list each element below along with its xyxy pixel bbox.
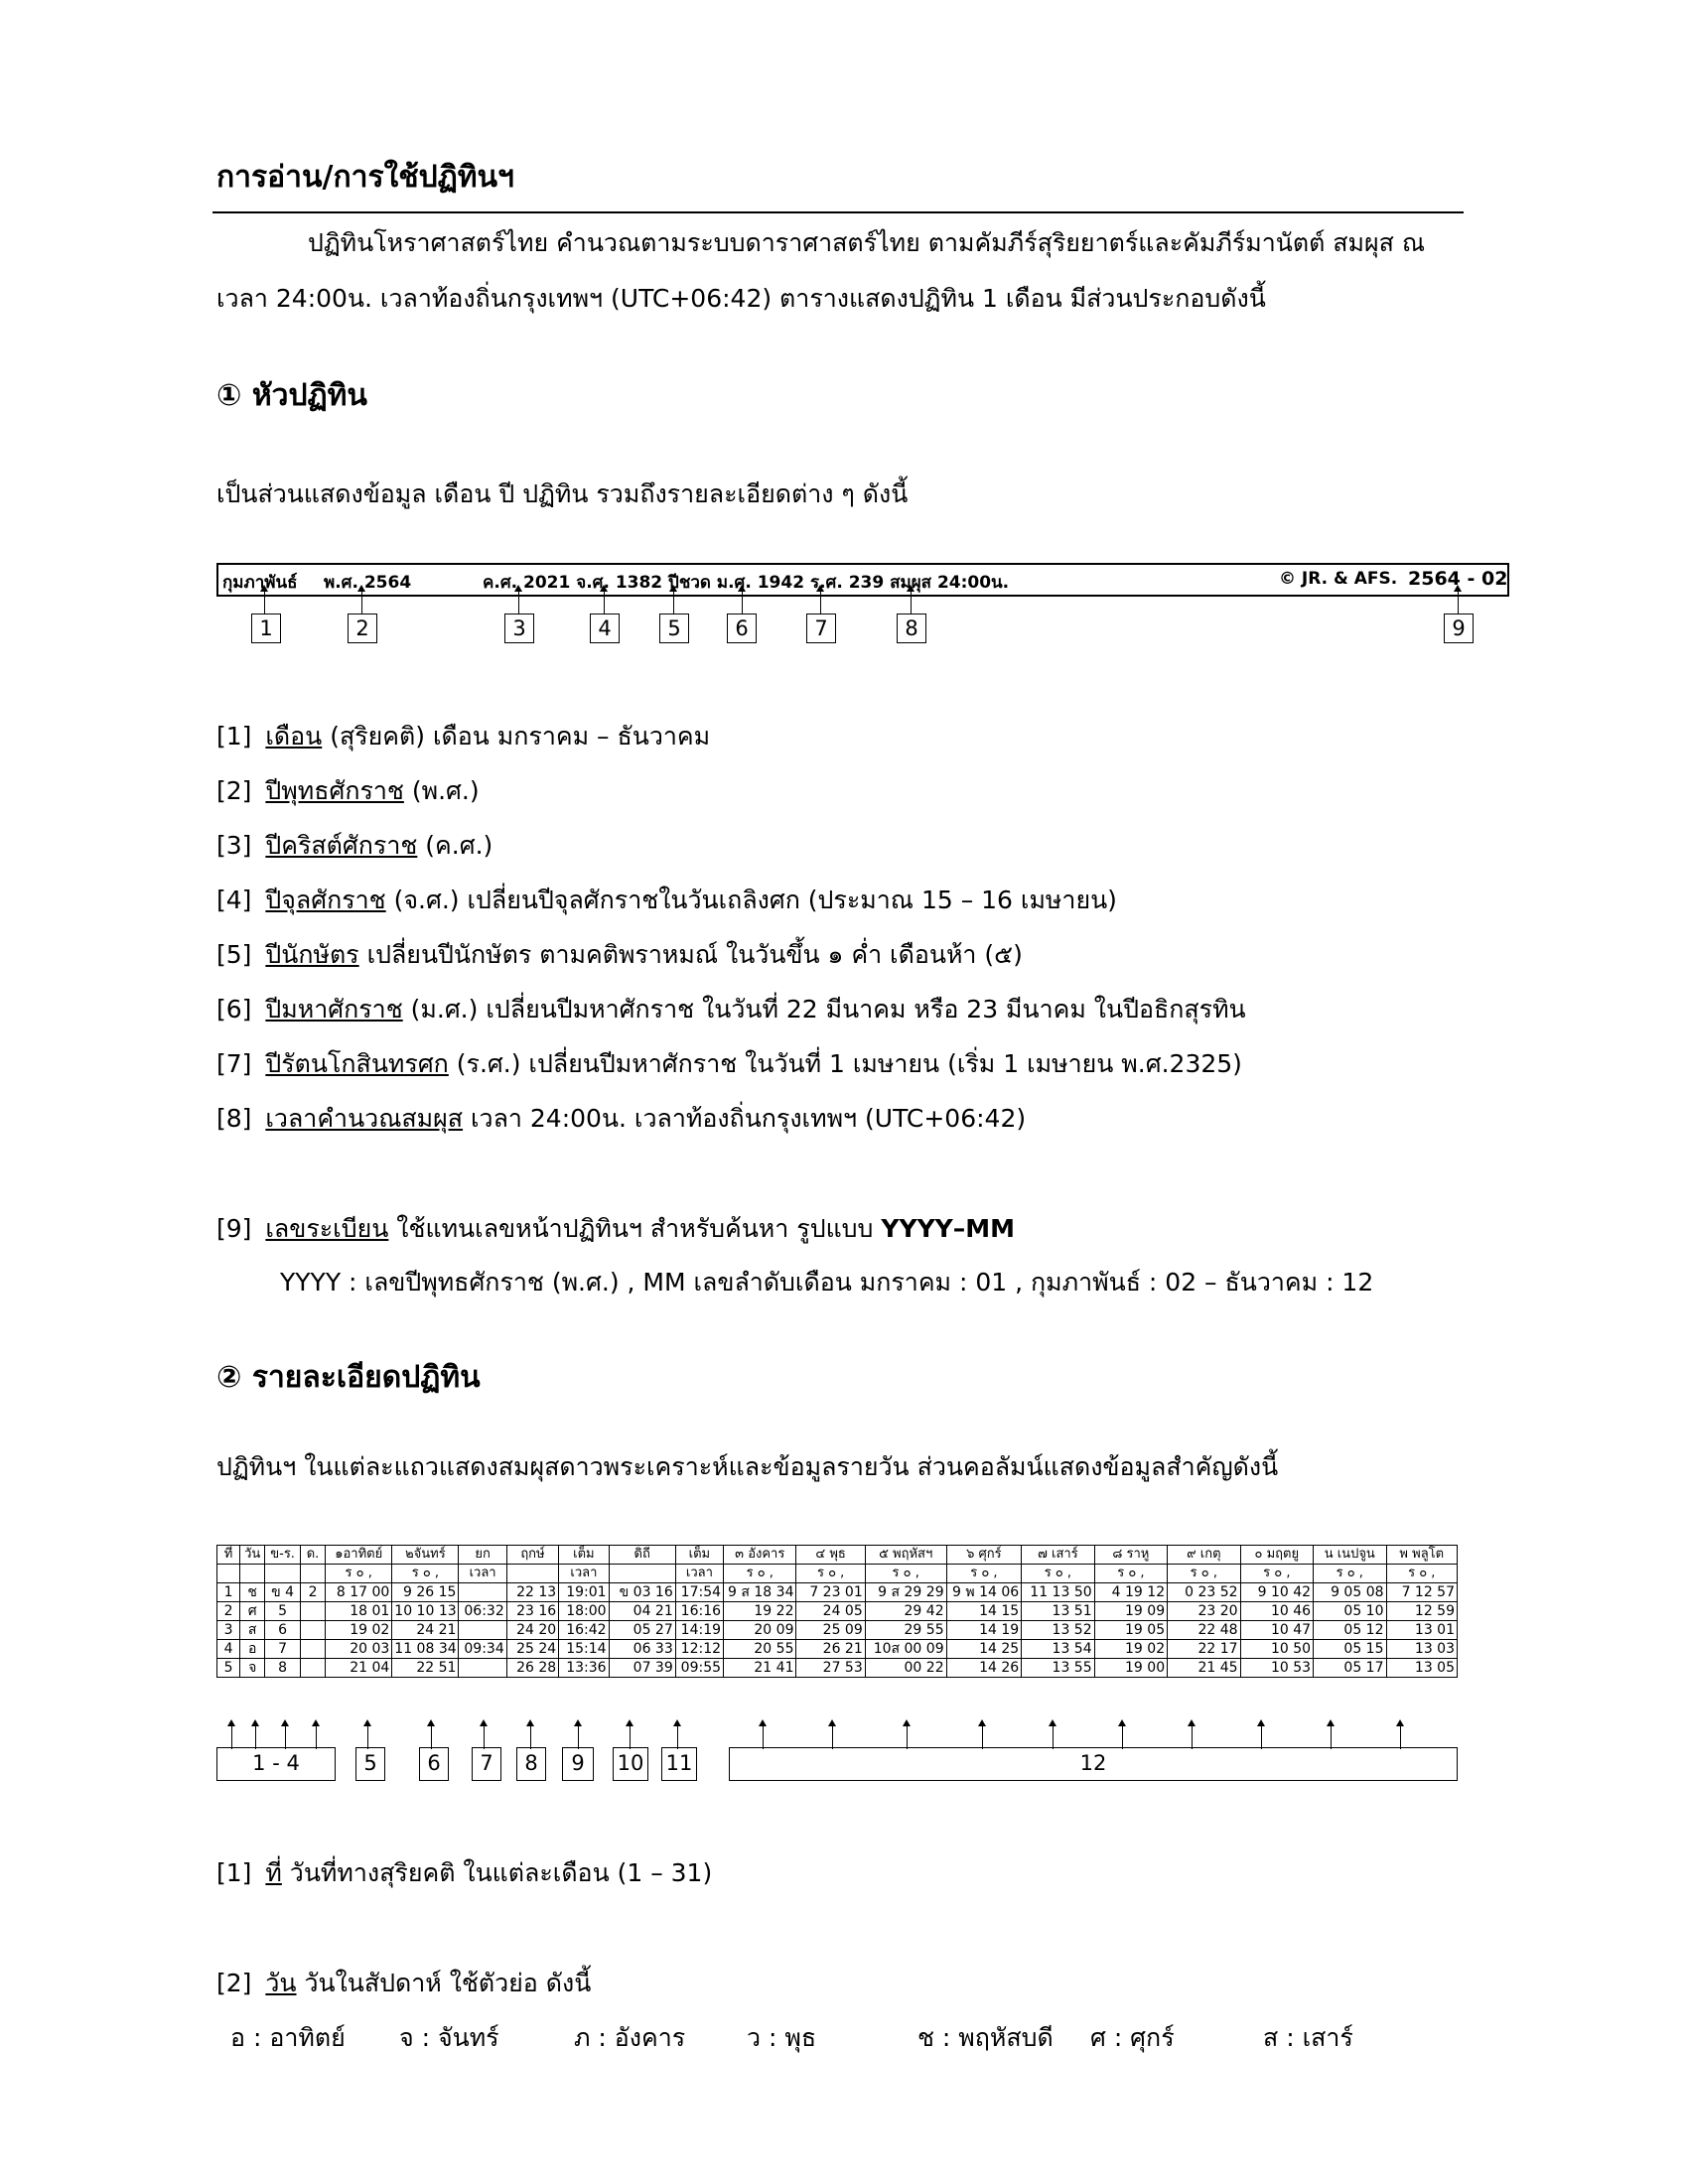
col-header: ยก [459,1546,506,1565]
table-cell: 06 33 [609,1640,675,1659]
table-cell: 4 19 12 [1094,1583,1167,1602]
table-cell: ข 4 [265,1583,301,1602]
table-cell: 19 05 [1094,1621,1167,1640]
table-cell [300,1659,325,1678]
list-item [216,1044,1242,1084]
table-cell: 13 52 [1022,1621,1094,1640]
item-text: ใช้แทนเลขหน้าปฏิทินฯ สำหรับค้นหา รูปแบบ [388,1214,882,1243]
item-term: ปีนักษัตร [265,940,359,969]
table-cell: 25 24 [506,1640,558,1659]
item-term: เดือน [265,722,323,751]
table-marker-7: 7 [472,1747,501,1781]
table-cell: 10 53 [1240,1659,1313,1678]
table-cell: 21 41 [724,1659,796,1678]
item-term: เลขระเบียน [265,1214,389,1243]
weekday-abbrev: ช : พฤหัสบดี [917,2023,1054,2052]
col-header: เต็ม [559,1546,609,1565]
table-cell [300,1621,325,1640]
col-subheader: เวลา [459,1565,506,1583]
item-number: [2] [216,1969,252,1997]
table-cell: 11 08 34 [392,1640,459,1659]
table-row [217,1621,1458,1640]
section1-description: เป็นส่วนแสดงข้อมูล เดือน ปี ปฏิทิน รวมถึงรายละเอียดต่าง ๆ ดังนี้ [216,479,909,508]
table-cell: 17:54 [675,1583,723,1602]
col-subheader [300,1565,325,1583]
table-cell [459,1583,506,1602]
marker-arrow-6 [742,591,743,614]
item-number: [2] [216,776,252,805]
table-cell: 16:42 [559,1621,609,1640]
table-cell: 05 17 [1314,1659,1386,1678]
table-cell: 09:55 [675,1659,723,1678]
table-cell: 14 19 [946,1621,1022,1640]
col-subheader: ร ๐ , [724,1565,796,1583]
table-cell: 22 13 [506,1583,558,1602]
table-cell [300,1602,325,1621]
item-text: (ร.ศ.) เปลี่ยนปีมหาศักราช ในวันที่ 1 เมษายน (เริ่ม 1 เมษายน พ.ศ.2325) [448,1049,1242,1078]
col-subheader: ร ๐ , [392,1565,459,1583]
item-text: (จ.ศ.) เปลี่ยนปีจุลศักราชในวันเถลิงศก (ประมาณ 15 – 16 เมษายน) [385,886,1117,914]
calendar-header-strip [216,563,1509,597]
table-cell: 15:14 [559,1640,609,1659]
list-item [216,771,480,811]
table-cell: 21 04 [326,1659,392,1678]
col-subheader: ร ๐ , [1386,1565,1457,1583]
table-cell: 9 ส 18 34 [724,1583,796,1602]
marker-arrow-3 [518,591,519,614]
col-header: ๕ พฤหัสฯ [865,1546,946,1565]
table-cell [459,1621,506,1640]
intro-line-2: เวลา 24:00น. เวลาท้องถิ่นกรุงเทพฯ (UTC+06:42) ตารางแสดงปฏิทิน 1 เดือน มีส่วนประกอบดังนี้ [216,284,1266,313]
item-number: [3] [216,831,252,860]
table-cell: 27 53 [796,1659,865,1678]
table-cell: 29 42 [865,1602,946,1621]
item9-explanation: YYYY : เลขปีพุทธศักราช (พ.ศ.) , MM เลขลำดับเดือน มกราคม : 01 , กุมภาพันธ์ : 02 – ธันวาคม : 12 [280,1268,1374,1297]
weekday-abbrev: ภ : อังคาร [574,2023,686,2052]
col-header: พ พลูโต [1386,1546,1457,1565]
table-cell: 10ส 00 09 [865,1640,946,1659]
col-arrow [1053,1725,1054,1749]
col-arrow [677,1725,678,1749]
item-number: [7] [216,1049,252,1078]
col-header: ฤกษ์ [506,1546,558,1565]
table-cell: 19 02 [326,1621,392,1640]
item-text: วันที่ทางสุริยคติ ในแต่ละเดือน (1 – 31) [281,1858,713,1887]
item-number: [4] [216,886,252,914]
table-cell: 20 03 [326,1640,392,1659]
table-cell: 12 59 [1386,1602,1457,1621]
item-text: วันในสัปดาห์ ใช้ตัวย่อ ดังนี้ [296,1969,592,1997]
item-number: [8] [216,1104,252,1133]
title-rule [212,211,1464,213]
table-cell: 9 ส 29 29 [865,1583,946,1602]
table-cell: 22 51 [392,1659,459,1678]
col-arrow [1192,1725,1193,1749]
header-be: พ.ศ. 2564 [324,573,412,593]
table-body [217,1583,1458,1678]
section1-heading: ① หัวปฏิทิน [216,378,367,413]
col-header: ดิถี [609,1546,675,1565]
list-item [216,990,1246,1029]
item-term: เวลาคำนวณสมผุส [265,1104,464,1133]
list-item [216,826,492,866]
table-cell: 9 26 15 [392,1583,459,1602]
table-cell: 24 05 [796,1602,865,1621]
col-header: ๙ เกตุ [1168,1546,1240,1565]
marker-box-2: 2 [348,614,377,643]
table-cell: ส [240,1621,265,1640]
table-cell: 16:16 [675,1602,723,1621]
table-cell: 13:36 [559,1659,609,1678]
col-arrow [832,1725,833,1749]
col-header: ด. [300,1546,325,1565]
col-arrow [1122,1725,1123,1749]
table-cell: 10 47 [1240,1621,1313,1640]
item-text: (พ.ศ.) [403,776,480,805]
marker-box-7: 7 [806,614,836,643]
table-cell: 2 [300,1583,325,1602]
marker-arrow-2 [361,591,362,614]
header-month: กุมภาพันธ์ [222,573,298,593]
col-header: น เนปจูน [1314,1546,1386,1565]
table-cell: 23 16 [506,1602,558,1621]
table-cell: 6 [265,1621,301,1640]
table-marker-11: 11 [661,1747,697,1781]
weekday-abbrev: ว : พุธ [747,2023,817,2052]
col-header: ข-ร. [265,1546,301,1565]
marker-arrow-5 [673,591,674,614]
col-subheader: ร ๐ , [1094,1565,1167,1583]
table-cell: 23 20 [1168,1602,1240,1621]
table-marker-9: 9 [562,1747,594,1781]
section2-heading: ② รายละเอียดปฏิทิน [216,1360,481,1395]
table-row [217,1659,1458,1678]
table-cell: 19 00 [1094,1659,1167,1678]
col-arrow [285,1725,286,1749]
item-term: ปีคริสต์ศักราช [265,831,418,860]
table-cell: 22 17 [1168,1640,1240,1659]
table-cell: 06:32 [459,1602,506,1621]
table-cell: 05 27 [609,1621,675,1640]
table-cell: 0 23 52 [1168,1583,1240,1602]
table-cell [300,1640,325,1659]
table-cell: 7 23 01 [796,1583,865,1602]
table-cell: 04 21 [609,1602,675,1621]
table-cell: 7 [265,1640,301,1659]
table-cell: ช [240,1583,265,1602]
table-cell: 09:34 [459,1640,506,1659]
table-cell: 05 12 [1314,1621,1386,1640]
table-cell: 10 10 13 [392,1602,459,1621]
table-cell: 19 02 [1094,1640,1167,1659]
col-header: ๒จันทร์ [392,1546,459,1565]
col-arrow [1261,1725,1262,1749]
table-marker-5: 5 [355,1747,385,1781]
item-term: วัน [265,1969,297,1997]
header-copyright: © JR. & AFS. [1279,569,1398,589]
table-cell: จ [240,1659,265,1678]
table-cell: ศ [240,1602,265,1621]
list-item [216,1099,1026,1139]
item-term: ปีพุทธศักราช [265,776,404,805]
table-cell: 5 [217,1659,240,1678]
table-row [217,1640,1458,1659]
table-cell: 07 39 [609,1659,675,1678]
col-arrow [578,1725,579,1749]
col-subheader: เวลา [559,1565,609,1583]
item-number: [1] [216,722,252,751]
col-header: ที่ [217,1546,240,1565]
item-text: เปลี่ยนปีนักษัตร ตามคติพราหมณ์ ในวันขึ้น ๑ ค่ำ เดือนห้า (๕) [358,940,1023,969]
col-subheader: ร ๐ , [946,1565,1022,1583]
table-cell: 29 55 [865,1621,946,1640]
table-cell: 13 54 [1022,1640,1094,1659]
marker-box-9: 9 [1444,614,1474,643]
table-cell: 19:01 [559,1583,609,1602]
table-cell: 1 [217,1583,240,1602]
col-header: ๐ มฤตยู [1240,1546,1313,1565]
marker-arrow-9 [1458,591,1459,614]
weekday-abbrev: ส : เสาร์ [1263,2023,1353,2052]
header-details: ค.ศ. 2021 จ.ศ. 1382 ปีชวด ม.ศ. 1942 ร.ศ. 239 สมผุส 24:00น. [483,573,1010,593]
weekday-abbrev: จ : จันทร์ [399,2023,499,2052]
item-format: YYYY–MM [881,1214,1016,1243]
col-arrow [255,1725,256,1749]
table-cell: 3 [217,1621,240,1640]
item-text: เวลา 24:00น. เวลาท้องถิ่นกรุงเทพฯ (UTC+06:42) [463,1104,1027,1133]
table-cell: อ [240,1640,265,1659]
item-term: ปีจุลศักราช [265,886,386,914]
col-subheader: ร ๐ , [1314,1565,1386,1583]
col-arrow [982,1725,983,1749]
table-cell: 18 01 [326,1602,392,1621]
col-subheader: ร ๐ , [326,1565,392,1583]
col-arrow [907,1725,908,1749]
marker-box-5: 5 [659,614,689,643]
table-cell: 9 พ 14 06 [946,1583,1022,1602]
col-subheader [609,1565,675,1583]
col-arrow [1331,1725,1332,1749]
table-cell: 8 [265,1659,301,1678]
col-arrow [231,1725,232,1749]
table-cell: 19 09 [1094,1602,1167,1621]
item-number: [9] [216,1214,252,1243]
table-cell: 10 46 [1240,1602,1313,1621]
col-arrow [316,1725,317,1749]
table-cell: 13 01 [1386,1621,1457,1640]
item-text: (สุริยคติ) เดือน มกราคม – ธันวาคม [322,722,711,751]
col-subheader: ร ๐ , [1168,1565,1240,1583]
col-header: วัน [240,1546,265,1565]
item-text: (ค.ศ.) [417,831,493,860]
col-header: ๓ อังคาร [724,1546,796,1565]
marker-arrow-7 [820,591,821,614]
col-header: ๘ ราหู [1094,1546,1167,1565]
col-arrow [530,1725,531,1749]
list-item [216,717,710,756]
table-cell: 20 09 [724,1621,796,1640]
table-cell: 7 12 57 [1386,1583,1457,1602]
table-cell: 18:00 [559,1602,609,1621]
col-subheader [240,1565,265,1583]
marker-box-4: 4 [590,614,620,643]
col-header: เต็ม [675,1546,723,1565]
col-arrow [431,1725,432,1749]
col-subheader: ร ๐ , [796,1565,865,1583]
col-arrow [763,1725,764,1749]
table-cell: 13 55 [1022,1659,1094,1678]
table-cell: 19 22 [724,1602,796,1621]
table-cell: 14 15 [946,1602,1022,1621]
table-cell: 11 13 50 [1022,1583,1094,1602]
marker-arrow-1 [264,591,265,614]
item-number: [5] [216,940,252,969]
page-title: การอ่าน/การใช้ปฏิทินฯ [216,160,514,195]
col-arrow [484,1725,485,1749]
table-cell: 24 20 [506,1621,558,1640]
col-arrow [367,1725,368,1749]
table-cell: 13 05 [1386,1659,1457,1678]
table-cell: 25 09 [796,1621,865,1640]
col-arrow [1400,1725,1401,1749]
col-header: ๗ เสาร์ [1022,1546,1094,1565]
item-term: ที่ [265,1858,282,1887]
table-cell: 24 21 [392,1621,459,1640]
marker-box-1: 1 [251,614,281,643]
table-cell: 05 15 [1314,1640,1386,1659]
table-cell: 14 25 [946,1640,1022,1659]
list-item [216,1964,591,2003]
table-cell [459,1659,506,1678]
table-cell: 21 45 [1168,1659,1240,1678]
list-item [216,935,1023,975]
table-cell: 14:19 [675,1621,723,1640]
list-item [216,1209,1015,1249]
table-cell: 22 48 [1168,1621,1240,1640]
col-subheader: เวลา [675,1565,723,1583]
table-cell: 9 10 42 [1240,1583,1313,1602]
marker-arrow-8 [911,591,912,614]
header-record-code: 2564 - 02 [1408,568,1508,590]
table-cell: 13 51 [1022,1602,1094,1621]
table-marker-8: 8 [516,1747,546,1781]
table-marker-12: 12 [729,1747,1458,1781]
col-header: ๑อาทิตย์ [326,1546,392,1565]
table-cell: 00 22 [865,1659,946,1678]
item-number: [1] [216,1858,252,1887]
item-term: ปีรัตนโกสินทรศก [265,1049,449,1078]
table-row [217,1602,1458,1621]
table-cell: 12:12 [675,1640,723,1659]
marker-box-6: 6 [727,614,757,643]
table-cell: 4 [217,1640,240,1659]
weekday-abbrev: อ : อาทิตย์ [230,2023,346,2052]
table-cell: 20 55 [724,1640,796,1659]
col-subheader: ร ๐ , [865,1565,946,1583]
col-subheader [506,1565,558,1583]
col-arrow [630,1725,631,1749]
table-cell: 26 21 [796,1640,865,1659]
marker-arrow-4 [604,591,605,614]
item-term: ปีมหาศักราช [265,995,403,1024]
table-cell: 13 03 [1386,1640,1457,1659]
weekday-abbrev: ศ : ศุกร์ [1090,2023,1175,2052]
table-row [217,1583,1458,1602]
list-item [216,881,1117,920]
table-cell: ข 03 16 [609,1583,675,1602]
table-subheader-row [217,1565,1458,1583]
col-subheader [217,1565,240,1583]
col-header: ๖ ศุกร์ [946,1546,1022,1565]
marker-box-8: 8 [897,614,926,643]
calendar-detail-table [216,1545,1458,1678]
table-marker-1-4: 1 - 4 [216,1747,336,1781]
col-header: ๔ พุธ [796,1546,865,1565]
table-cell: 26 28 [506,1659,558,1678]
item-text: (ม.ศ.) เปลี่ยนปีมหาศักราช ในวันที่ 22 มีนาคม หรือ 23 มีนาคม ในปีอธิกสุรทิน [402,995,1246,1024]
table-cell: 8 17 00 [326,1583,392,1602]
table-cell: 2 [217,1602,240,1621]
table-marker-6: 6 [419,1747,449,1781]
section2-description: ปฏิทินฯ ในแต่ละแถวแสดงสมผุสดาวพระเคราะห์และข้อมูลรายวัน ส่วนคอลัมน์แสดงข้อมูลสำคัญดังนี้ [216,1452,1279,1481]
list-item [216,1853,712,1893]
marker-box-3: 3 [504,614,534,643]
table-marker-10: 10 [613,1747,648,1781]
table-cell: 14 26 [946,1659,1022,1678]
col-subheader: ร ๐ , [1240,1565,1313,1583]
table-cell: 10 50 [1240,1640,1313,1659]
item-number: [6] [216,995,252,1024]
table-cell: 9 05 08 [1314,1583,1386,1602]
intro-line-1: ปฏิทินโหราศาสตร์ไทย คำนวณตามระบบดาราศาสตร์ไทย ตามคัมภีร์สุริยยาตร์และคัมภีร์มานัตต์ สมผุส ณ [308,228,1426,257]
table-header-row [217,1546,1458,1565]
col-subheader [265,1565,301,1583]
col-subheader: ร ๐ , [1022,1565,1094,1583]
table-cell: 5 [265,1602,301,1621]
table-cell: 05 10 [1314,1602,1386,1621]
